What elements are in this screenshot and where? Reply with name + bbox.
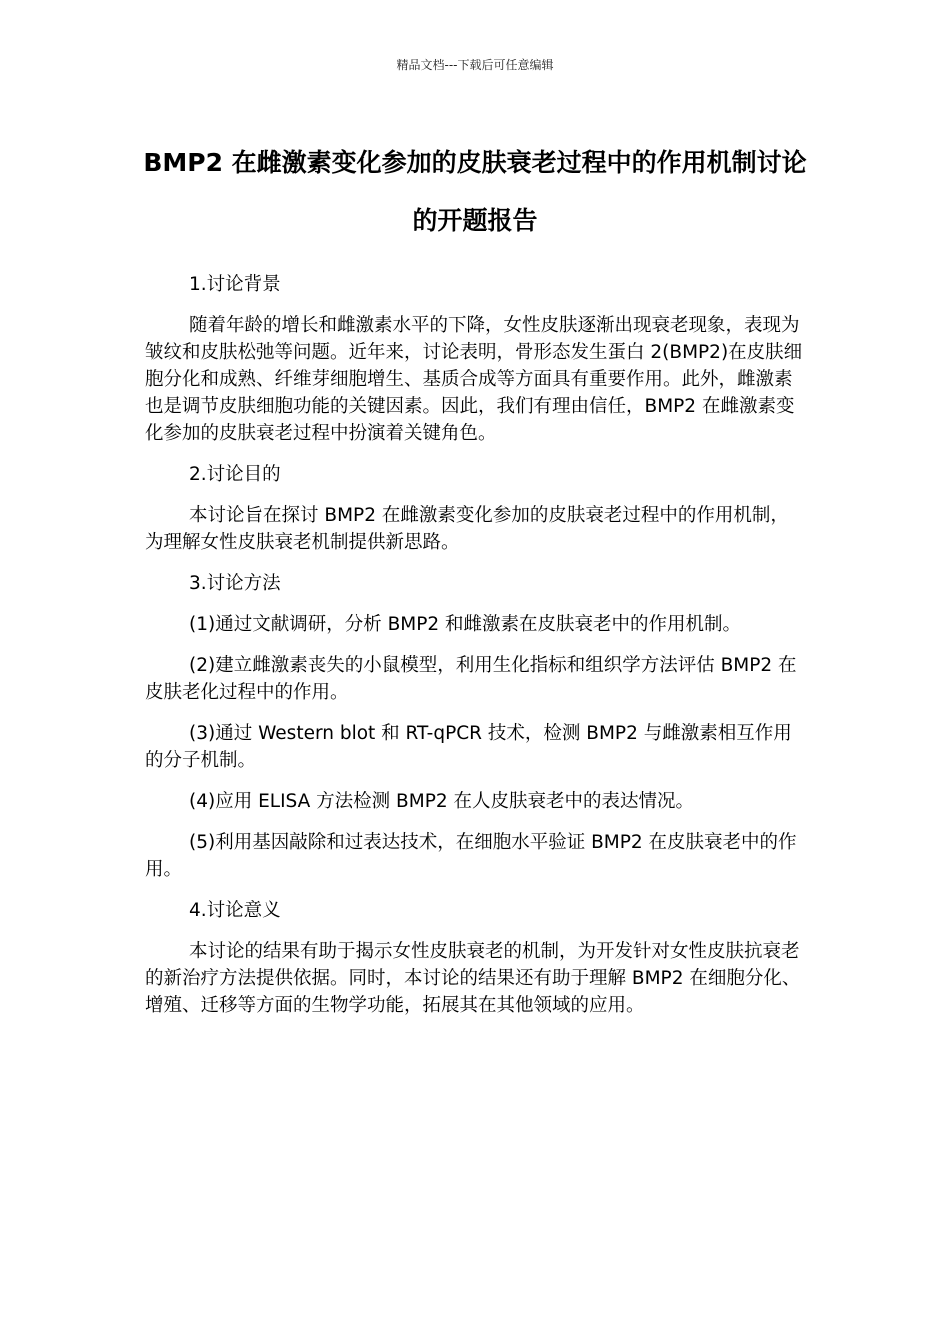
paragraph-background: 随着年龄的增长和雌激素水平的下降，女性皮肤逐渐出现衰老现象，表现为皱纹和皮肤松弛等问题。近年来，讨论表明，骨形态发生蛋白 2(BMP2)在皮肤细胞分化和成熟、纤维芽细胞增生、基质合成等方面具有重要作用。此外，雌激素也是调节皮肤细胞功能的关键因素。因此，我们有理由信任，BMP2 在雌激素变化参加的皮肤衰老过程中扮演着关键角色。	[145, 315, 803, 444]
section-heading-methods: 3.讨论方法	[189, 573, 281, 594]
section-heading-significance: 4.讨论意义	[189, 900, 281, 921]
document-body	[145, 271, 805, 1033]
method-item-3: (3)通过 Western blot 和 RT-qPCR 技术，检测 BMP2 与雌激素相互作用的分子机制。	[145, 723, 792, 771]
section-heading-purpose: 2.讨论目的	[189, 464, 281, 485]
paragraph-purpose: 本讨论旨在探讨 BMP2 在雌激素变化参加的皮肤衰老过程中的作用机制，为理解女性皮肤衰老机制提供新思路。	[145, 505, 789, 553]
section-heading-background: 1.讨论背景	[189, 274, 281, 295]
method-item-2: (2)建立雌激素丧失的小鼠模型，利用生化指标和组织学方法评估 BMP2 在皮肤老化过程中的作用。	[145, 655, 797, 703]
method-item-1: (1)通过文献调研，分析 BMP2 和雌激素在皮肤衰老中的作用机制。	[189, 614, 742, 635]
method-item-5: (5)利用基因敲除和过表达技术，在细胞水平验证 BMP2 在皮肤衰老中的作用。	[145, 832, 797, 880]
header-note: 精品文档---下载后可任意编辑	[396, 58, 554, 72]
method-item-4: (4)应用 ELISA 方法检测 BMP2 在人皮肤衰老中的表达情况。	[189, 791, 695, 812]
paragraph-significance: 本讨论的结果有助于揭示女性皮肤衰老的机制，为开发针对女性皮肤抗衰老的新治疗方法提供依据。同时，本讨论的结果还有助于理解 BMP2 在细胞分化、增殖、迁移等方面的生物学功能，拓展其在其他领域的应用。	[145, 941, 801, 1016]
document-title: BMP2 在雌激素变化参加的皮肤衰老过程中的作用机制讨论的开题报告	[143, 148, 807, 235]
